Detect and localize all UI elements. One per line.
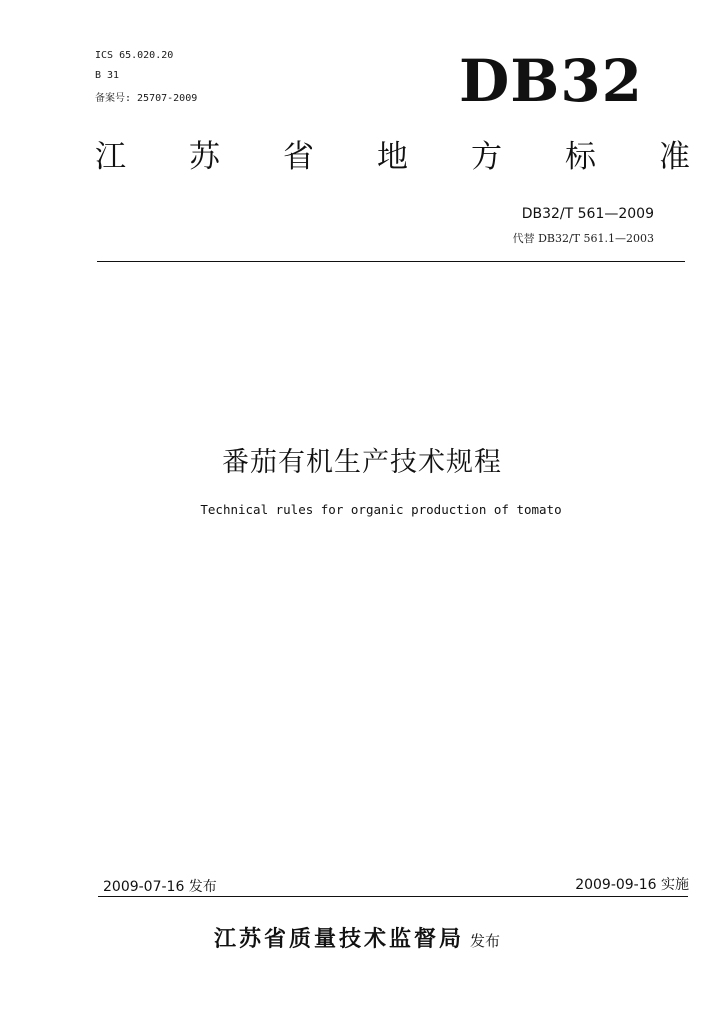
db32-logo: DB32 xyxy=(459,47,644,115)
standard-type-char: 方 xyxy=(471,139,502,175)
issuer xyxy=(214,922,500,953)
ics-code: ICS 65.020.20 xyxy=(95,50,174,61)
document-title-chinese: 番茄有机生产技术规程 xyxy=(222,447,502,478)
standard-type-char: 江 xyxy=(95,139,126,175)
standard-type-char: 地 xyxy=(377,139,408,175)
standard-type-char: 标 xyxy=(565,139,596,175)
implementation-date: 2009-09-16 实施 xyxy=(575,877,689,893)
standard-type-char: 省 xyxy=(283,139,314,175)
issuer-name: 江苏省质量技术监督局 xyxy=(214,927,465,952)
ccs-code: B 31 xyxy=(95,70,120,81)
standard-type-char: 苏 xyxy=(189,139,220,175)
footer-divider xyxy=(98,896,688,897)
standard-type-char: 准 xyxy=(659,139,690,175)
standard-number: DB32/T 561—2009 xyxy=(521,206,654,222)
header-divider xyxy=(97,261,685,262)
standard-type-heading xyxy=(95,139,690,175)
issuer-action: 发布 xyxy=(470,932,501,950)
document-title-english: Technical rules for organic production of tomato xyxy=(200,502,562,517)
replaces-standard: 代替 DB32/T 561.1—2003 xyxy=(512,232,654,245)
issue-date: 2009-07-16 发布 xyxy=(103,879,217,895)
record-number: 备案号: 25707-2009 xyxy=(95,93,198,104)
